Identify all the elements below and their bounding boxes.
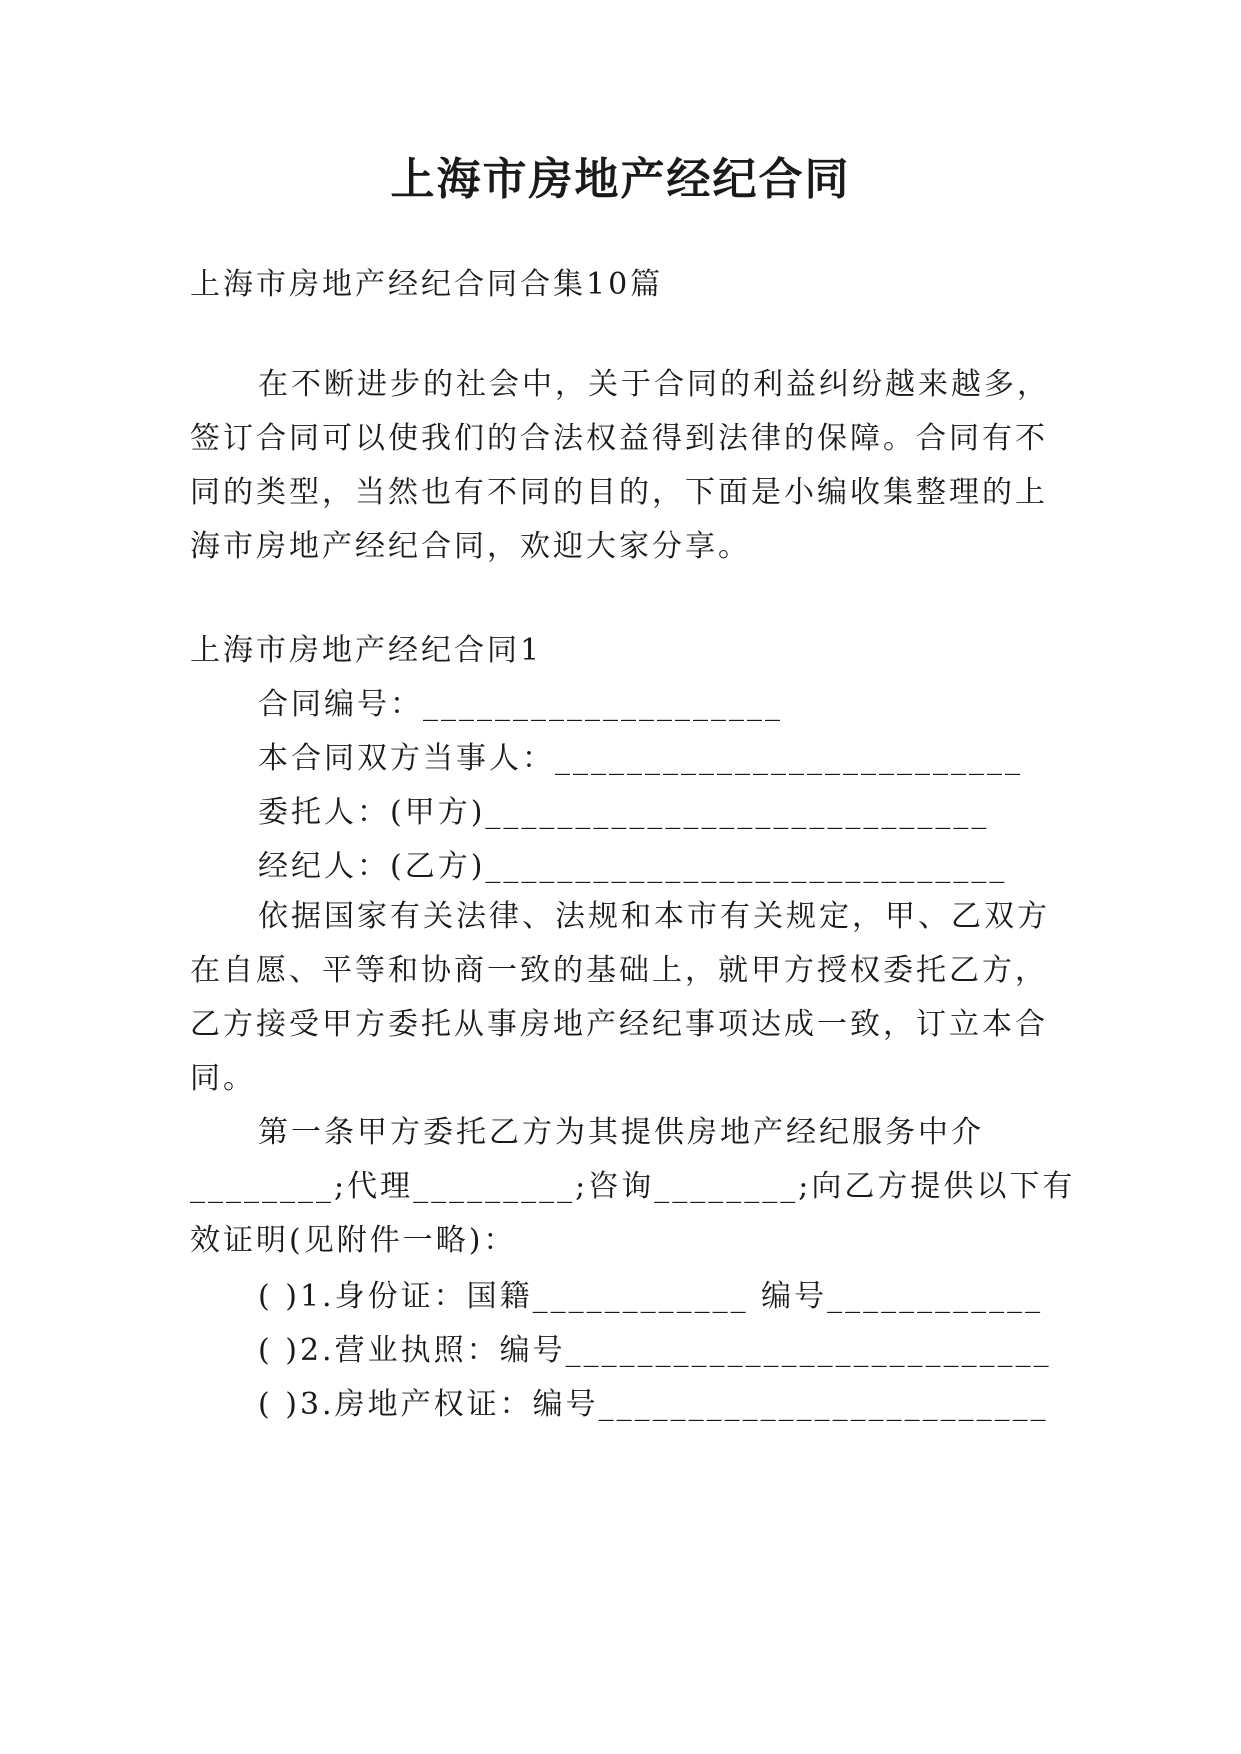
intro-line-2: 签订合同可以使我们的合法权益得到法律的保障。合同有不 <box>190 421 1048 456</box>
article1-line-2: ________;代理_________;咨询________;向乙方提供以下有 <box>190 1169 1076 1204</box>
item-business-license: ( )2.营业执照：编号___________________________ <box>258 1333 1052 1368</box>
article1-line-1: 第一条甲方委托乙方为其提供房地产经纪服务中介 <box>258 1115 984 1150</box>
intro-line-4: 海市房地产经纪合同，欢迎大家分享。 <box>190 529 751 564</box>
document-subtitle: 上海市房地产经纪合同合集10篇 <box>190 267 664 302</box>
basis-line-2: 在自愿、平等和协商一致的基础上，就甲方授权委托乙方， <box>190 953 1048 988</box>
article1-line-3: 效证明(见附件一略)： <box>190 1223 517 1258</box>
contract-parties: 本合同双方当事人：__________________________ <box>258 741 1023 776</box>
item-id-card: ( )1.身份证：国籍____________ 编号____________ <box>258 1279 1044 1314</box>
contract-broker: 经纪人：(乙方)_____________________________ <box>258 849 1008 884</box>
basis-line-1: 依据国家有关法律、法规和本市有关规定，甲、乙双方 <box>258 899 1050 934</box>
contract-number: 合同编号：____________________ <box>258 687 783 722</box>
document-title: 上海市房地产经纪合同 <box>390 154 851 205</box>
basis-line-4: 同。 <box>190 1061 256 1096</box>
contract-principal: 委托人：(甲方)____________________________ <box>258 795 990 830</box>
basis-line-3: 乙方接受甲方委托从事房地产经纪事项达成一致，订立本合 <box>190 1007 1048 1042</box>
intro-line-1: 在不断进步的社会中，关于合同的利益纠纷越来越多， <box>258 367 1050 402</box>
intro-line-3: 同的类型，当然也有不同的目的，下面是小编收集整理的上 <box>190 475 1048 510</box>
item-property-certificate: ( )3.房地产权证：编号_________________________ <box>258 1387 1049 1422</box>
section-heading: 上海市房地产经纪合同1 <box>190 633 543 668</box>
